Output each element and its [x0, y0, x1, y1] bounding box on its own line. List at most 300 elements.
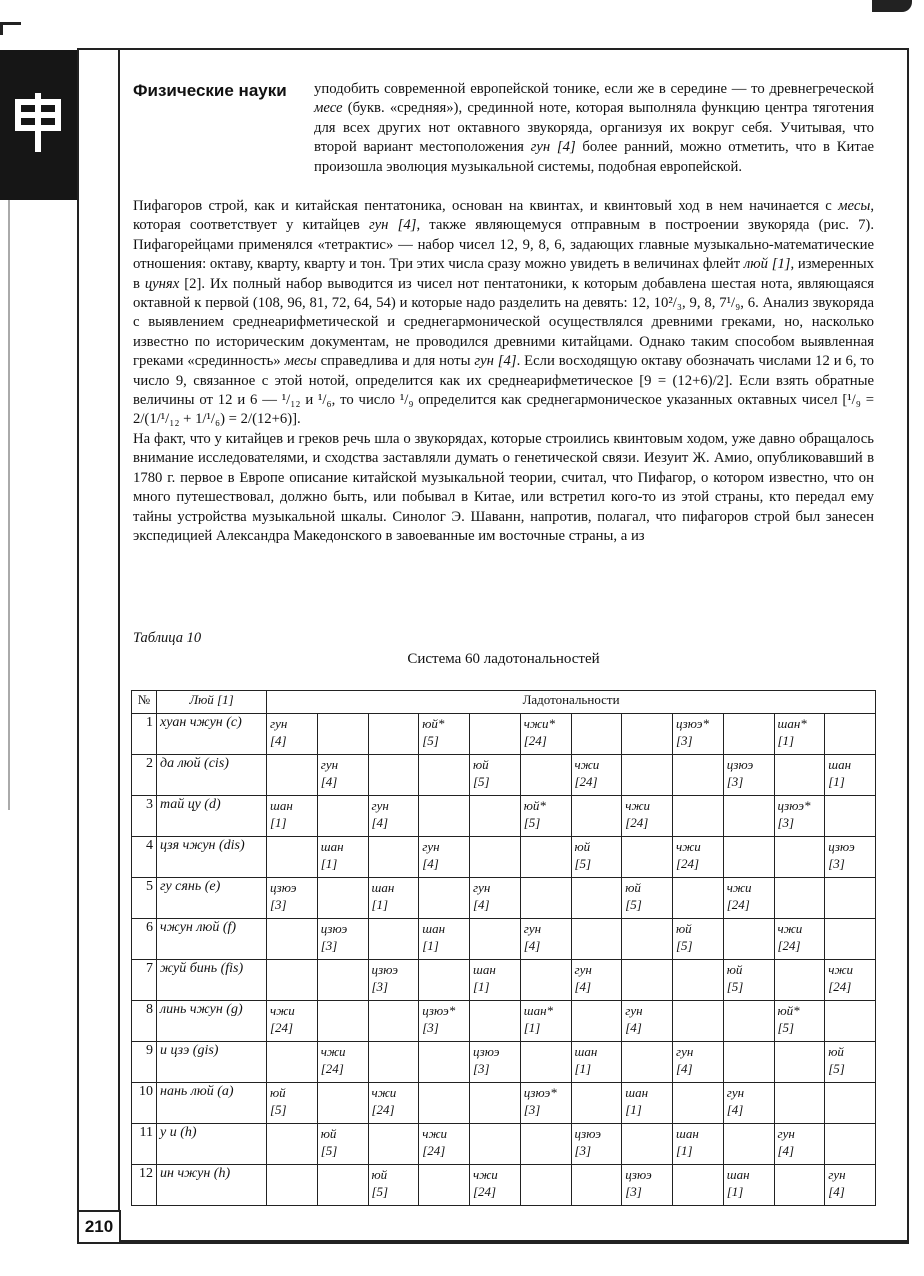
mode-cell: [825, 1042, 876, 1083]
mode-note: чжи: [371, 1085, 397, 1100]
mode-ref: [3]: [777, 815, 795, 830]
mode-cell: [419, 1042, 470, 1083]
mode-ref: [3]: [676, 733, 693, 748]
row-number: 11: [132, 1124, 157, 1165]
mode-cell: [673, 1124, 724, 1165]
text-run: Пифагоров строй, как и китайская пентатоника, основан на квинтах, и квинтовый ход в нем начинается с: [133, 198, 839, 214]
text-run: , которая соответствует у китайцев: [133, 198, 874, 234]
chinese-glyph-icon: [12, 92, 64, 152]
mode-ref: [3]: [422, 1020, 439, 1035]
mode-cell: [571, 1124, 622, 1165]
text-run: (букв. «средняя»), срединной ноте, которая выполняла функцию центра тяготения для всех других нот октавного звукоряда, организуя их вокруг себя. Учитывая, что второй вариант местоположения: [314, 100, 874, 156]
mode-cell: [673, 919, 724, 960]
text-run: . Если восходящую октаву обозначать числами 12 и 6, то число 9, связанное с этой нотой, определится как их среднеарифметическое [9 = (12+6)/2]. Если взять обратные величины от 12 и 6 — ¹/₁₂ и ¹/₆, то число ¹/₉ определится как среднегармоническое указанных октавных чисел [¹/₉ = 2/(1/¹/₁₂ + 1/¹/₆) = 2/(12+6)].: [133, 353, 875, 428]
mode-note: чжи*: [523, 716, 556, 731]
mode-cell: [571, 755, 622, 796]
mode-cell: [520, 878, 571, 919]
mode-ref: [24]: [320, 1061, 344, 1076]
mode-ref: [24]: [726, 897, 750, 912]
mode-cell: [419, 960, 470, 1001]
mode-cell: [317, 1042, 368, 1083]
mode-note: шан: [625, 1085, 649, 1100]
mode-cell: [571, 919, 622, 960]
lui-name: у и (h): [157, 1124, 267, 1165]
modes-table: [131, 690, 876, 1206]
mode-cell: [368, 1042, 419, 1083]
mode-ref: [5]: [270, 1102, 287, 1117]
mode-cell: [622, 796, 673, 837]
table-row: [132, 1124, 876, 1165]
mode-cell: [470, 714, 521, 755]
mode-cell: [673, 1165, 724, 1206]
mode-ref: [24]: [422, 1143, 446, 1158]
header-num: №: [132, 691, 157, 714]
mode-note: гун: [523, 921, 542, 936]
mode-ref: [5]: [777, 1020, 795, 1035]
mode-ref: [4]: [625, 1020, 642, 1035]
mode-note: гун: [320, 757, 339, 772]
mode-note: шан: [422, 921, 446, 936]
mode-ref: [5]: [726, 979, 744, 994]
mode-ref: [24]: [574, 774, 598, 789]
mode-cell: [419, 714, 470, 755]
mode-ref: [5]: [828, 1061, 845, 1076]
mode-note: цзюэ: [625, 1167, 652, 1182]
mode-cell: [622, 878, 673, 919]
mode-cell: [470, 1042, 521, 1083]
mode-cell: [267, 1042, 318, 1083]
mode-cell: [368, 796, 419, 837]
table-row: [132, 755, 876, 796]
mode-ref: [4]: [523, 938, 541, 953]
mode-cell: [317, 1165, 368, 1206]
mode-cell: [571, 1001, 622, 1042]
row-number: 12: [132, 1165, 157, 1206]
frame-rule: [118, 48, 120, 1243]
mode-cell: [622, 1042, 673, 1083]
mode-cell: [723, 837, 774, 878]
page-edge-line: [8, 200, 10, 810]
mode-cell: [825, 837, 876, 878]
mode-ref: [5]: [320, 1143, 338, 1158]
table-row: [132, 1165, 876, 1206]
text-run: гун [4]: [474, 353, 517, 370]
mode-cell: [622, 1165, 673, 1206]
row-number: 2: [132, 755, 157, 796]
paragraph: [133, 197, 874, 430]
mode-note: гун: [371, 798, 389, 813]
mode-cell: [419, 1001, 470, 1042]
mode-note: чжи: [828, 962, 854, 977]
mode-cell: [673, 755, 724, 796]
mode-cell: [723, 1083, 774, 1124]
mode-ref: [4]: [371, 815, 389, 830]
mode-cell: [470, 960, 521, 1001]
mode-ref: [3]: [473, 1061, 490, 1076]
mode-ref: [5]: [625, 897, 642, 912]
mode-note: гун: [676, 1044, 694, 1059]
mode-note: цзюэ: [320, 921, 348, 936]
mode-ref: [24]: [828, 979, 852, 994]
mode-cell: [419, 1124, 470, 1165]
mode-cell: [267, 1001, 318, 1042]
mode-cell: [825, 960, 876, 1001]
mode-cell: [520, 919, 571, 960]
mode-cell: [622, 1083, 673, 1124]
table-row: [132, 919, 876, 960]
mode-cell: [673, 1083, 724, 1124]
mode-note: чжи: [777, 921, 803, 936]
mode-cell: [825, 878, 876, 919]
mode-cell: [267, 1083, 318, 1124]
text-run: , измеренных в: [133, 256, 874, 292]
mode-note: цзюэ: [726, 757, 754, 772]
mode-cell: [470, 878, 521, 919]
text-run: уподобить современной европейской тонике, если же в середине — то древнегреческой: [314, 81, 874, 97]
mode-note: юй: [574, 839, 591, 854]
mode-ref: [5]: [371, 1184, 389, 1199]
mode-note: гун: [574, 962, 592, 977]
mode-ref: [3]: [270, 897, 287, 912]
text-run: [2]. Их полный набор выводится из чисел нот пентатоники, к которым добавлена шестая нота, являющаяся октавной к первой (108, 96, 81, 72, 64, 54) и которые надо разделить на девять: 12, 10²/₃, 9, 8, 7¹/₉, 6. Анализ звукоряда с выявлением среднеарифметической и среднегармонической осуществлялся древними греками, но, насколько известно по историческим документам, не проводился древними китайцами. Однако таким способом выявленная греками «срединность»: [133, 275, 875, 370]
table-row: [132, 1001, 876, 1042]
mode-cell: [774, 919, 825, 960]
mode-note: чжи: [574, 757, 600, 772]
mode-cell: [571, 1165, 622, 1206]
mode-cell: [267, 878, 318, 919]
intro-paragraph: [314, 80, 874, 177]
mode-ref: [1]: [574, 1061, 592, 1076]
mode-cell: [520, 837, 571, 878]
lui-name: тай цу (d): [157, 796, 267, 837]
mode-cell: [673, 878, 724, 919]
mode-cell: [723, 1042, 774, 1083]
mode-cell: [825, 796, 876, 837]
mode-cell: [368, 1083, 419, 1124]
mode-cell: [317, 1001, 368, 1042]
mode-cell: [774, 1165, 825, 1206]
mode-note: гун: [625, 1003, 643, 1018]
lui-name: хуан чжун (c): [157, 714, 267, 755]
mode-note: чжи: [676, 839, 701, 854]
table-row: [132, 1042, 876, 1083]
mode-ref: [3]: [625, 1184, 642, 1199]
mode-cell: [520, 1001, 571, 1042]
mode-ref: [24]: [676, 856, 700, 871]
mode-ref: [1]: [777, 733, 795, 748]
mode-cell: [622, 714, 673, 755]
text-run: более ранний, можно отметить, что в Китае произошла эволюция музыкальной системы, подобная европейской.: [314, 139, 874, 175]
mode-cell: [317, 1124, 368, 1165]
mode-cell: [571, 796, 622, 837]
mode-ref: [4]: [473, 897, 490, 912]
table-row: [132, 796, 876, 837]
mode-ref: [5]: [676, 938, 693, 953]
row-number: 6: [132, 919, 157, 960]
mode-cell: [825, 1165, 876, 1206]
mode-cell: [520, 755, 571, 796]
table-row: [132, 878, 876, 919]
mode-ref: [24]: [270, 1020, 294, 1035]
mode-cell: [825, 755, 876, 796]
lui-name: ин чжун (h): [157, 1165, 267, 1206]
table-row: [132, 960, 876, 1001]
mode-ref: [1]: [726, 1184, 744, 1199]
mode-ref: [5]: [473, 774, 490, 789]
paragraph: [314, 80, 874, 177]
mode-cell: [825, 919, 876, 960]
mode-note: цзюэ*: [676, 716, 709, 731]
mode-cell: [723, 1165, 774, 1206]
mode-note: шан: [676, 1126, 699, 1141]
mode-note: гун: [473, 880, 491, 895]
mode-cell: [774, 1083, 825, 1124]
row-number: 7: [132, 960, 157, 1001]
mode-cell: [470, 796, 521, 837]
mode-ref: [3]: [574, 1143, 592, 1158]
mode-cell: [673, 960, 724, 1001]
row-number: 10: [132, 1083, 157, 1124]
mode-cell: [317, 837, 368, 878]
row-number: 4: [132, 837, 157, 878]
mode-ref: [1]: [828, 774, 845, 789]
text-run: месе: [314, 100, 343, 117]
mode-note: чжи: [422, 1126, 448, 1141]
mode-ref: [3]: [320, 938, 338, 953]
mode-note: чжи: [320, 1044, 346, 1059]
mode-cell: [774, 1042, 825, 1083]
section-heading: Физические науки: [133, 81, 287, 100]
mode-cell: [470, 837, 521, 878]
mode-cell: [520, 1124, 571, 1165]
mode-cell: [673, 714, 724, 755]
mode-cell: [723, 960, 774, 1001]
lui-name: линь чжун (g): [157, 1001, 267, 1042]
page-corner-mark: [872, 0, 912, 12]
row-number: 9: [132, 1042, 157, 1083]
mode-cell: [368, 714, 419, 755]
mode-cell: [774, 796, 825, 837]
mode-note: шан: [726, 1167, 750, 1182]
frame-bottom-rule: [77, 1240, 909, 1244]
mode-note: цзюэ: [473, 1044, 500, 1059]
mode-cell: [723, 714, 774, 755]
mode-cell: [368, 960, 419, 1001]
mode-cell: [520, 1165, 571, 1206]
mode-cell: [267, 919, 318, 960]
crop-mark: [0, 22, 21, 35]
mode-cell: [774, 878, 825, 919]
row-number: 1: [132, 714, 157, 755]
mode-note: цзюэ: [270, 880, 297, 895]
mode-cell: [571, 714, 622, 755]
mode-cell: [368, 1124, 419, 1165]
lui-name: нань люй (a): [157, 1083, 267, 1124]
mode-ref: [1]: [320, 856, 338, 871]
mode-cell: [571, 837, 622, 878]
mode-ref: [5]: [574, 856, 592, 871]
mode-ref: [3]: [828, 856, 845, 871]
mode-cell: [774, 960, 825, 1001]
paragraph: [133, 430, 874, 546]
mode-cell: [825, 714, 876, 755]
mode-ref: [5]: [422, 733, 439, 748]
mode-note: чжи: [726, 880, 752, 895]
mode-note: юй: [726, 962, 743, 977]
text-run: цунях: [144, 275, 180, 292]
page-number: 210: [79, 1210, 121, 1242]
mode-note: цзюэ*: [523, 1085, 557, 1100]
mode-ref: [3]: [371, 979, 389, 994]
mode-cell: [368, 837, 419, 878]
mode-ref: [1]: [270, 815, 287, 830]
mode-cell: [673, 1001, 724, 1042]
mode-cell: [723, 796, 774, 837]
mode-cell: [267, 796, 318, 837]
mode-cell: [520, 960, 571, 1001]
mode-ref: [3]: [726, 774, 744, 789]
mode-cell: [774, 714, 825, 755]
mode-note: шан: [828, 757, 852, 772]
mode-cell: [419, 878, 470, 919]
mode-cell: [470, 755, 521, 796]
mode-cell: [317, 878, 368, 919]
mode-note: юй: [828, 1044, 844, 1059]
mode-cell: [317, 919, 368, 960]
mode-note: юй: [270, 1085, 286, 1100]
mode-cell: [368, 1165, 419, 1206]
mode-ref: [4]: [777, 1143, 795, 1158]
mode-note: юй*: [422, 716, 445, 731]
mode-cell: [520, 1083, 571, 1124]
body-text: [133, 197, 874, 546]
lui-name: гу сянь (e): [157, 878, 267, 919]
mode-ref: [1]: [422, 938, 439, 953]
mode-cell: [267, 837, 318, 878]
mode-note: шан: [320, 839, 344, 854]
header-lui: Люй [1]: [157, 691, 267, 714]
mode-cell: [520, 714, 571, 755]
mode-cell: [673, 1042, 724, 1083]
mode-cell: [317, 960, 368, 1001]
mode-note: шан*: [777, 716, 807, 731]
mode-ref: [4]: [828, 1184, 845, 1199]
mode-note: шан: [371, 880, 395, 895]
mode-cell: [267, 755, 318, 796]
mode-cell: [419, 837, 470, 878]
mode-ref: [4]: [574, 979, 592, 994]
mode-ref: [5]: [523, 815, 541, 830]
mode-cell: [520, 1042, 571, 1083]
header-modes: Ладотональности: [267, 691, 876, 714]
mode-note: чжи: [270, 1003, 295, 1018]
mode-cell: [470, 1124, 521, 1165]
table-label: Таблица 10: [133, 630, 202, 646]
text-run: гун [4]: [530, 139, 576, 156]
mode-ref: [24]: [523, 733, 547, 748]
text-run: справедлива и для ноты: [316, 353, 475, 370]
mode-note: юй: [320, 1126, 337, 1141]
mode-note: юй: [625, 880, 641, 895]
table-title: Система 60 ладотональностей: [407, 651, 600, 667]
table-header-row: [132, 691, 876, 714]
mode-cell: [368, 919, 419, 960]
mode-ref: [4]: [726, 1102, 744, 1117]
mode-cell: [622, 919, 673, 960]
lui-name: чжун люй (f): [157, 919, 267, 960]
mode-note: чжи: [473, 1167, 498, 1182]
mode-cell: [774, 1124, 825, 1165]
lui-name: и цзэ (gis): [157, 1042, 267, 1083]
mode-cell: [520, 796, 571, 837]
mode-cell: [622, 755, 673, 796]
mode-cell: [571, 878, 622, 919]
mode-ref: [4]: [422, 856, 439, 871]
row-number: 5: [132, 878, 157, 919]
mode-note: шан: [574, 1044, 598, 1059]
mode-cell: [673, 837, 724, 878]
mode-cell: [419, 755, 470, 796]
mode-cell: [267, 1124, 318, 1165]
mode-cell: [317, 796, 368, 837]
mode-cell: [571, 1083, 622, 1124]
mode-ref: [1]: [473, 979, 490, 994]
mode-ref: [24]: [625, 815, 649, 830]
mode-note: цзюэ: [574, 1126, 601, 1141]
table-row: [132, 714, 876, 755]
mode-note: юй*: [777, 1003, 800, 1018]
table-row: [132, 1083, 876, 1124]
mode-cell: [571, 1042, 622, 1083]
mode-cell: [723, 919, 774, 960]
mode-cell: [825, 1124, 876, 1165]
mode-cell: [723, 1001, 774, 1042]
mode-note: цзюэ: [828, 839, 855, 854]
row-number: 8: [132, 1001, 157, 1042]
mode-cell: [317, 1083, 368, 1124]
mode-note: гун: [422, 839, 440, 854]
mode-cell: [419, 1083, 470, 1124]
mode-ref: [1]: [523, 1020, 541, 1035]
mode-cell: [622, 837, 673, 878]
mode-note: гун: [270, 716, 288, 731]
mode-ref: [24]: [777, 938, 801, 953]
mode-note: юй: [473, 757, 489, 772]
mode-cell: [267, 714, 318, 755]
mode-cell: [723, 755, 774, 796]
mode-cell: [419, 796, 470, 837]
text-run: люй [1]: [743, 256, 791, 273]
mode-cell: [470, 1083, 521, 1124]
mode-cell: [317, 755, 368, 796]
mode-cell: [368, 1001, 419, 1042]
mode-cell: [774, 755, 825, 796]
text-run: гун [4]: [368, 217, 417, 234]
lui-name: цзя чжун (dis): [157, 837, 267, 878]
mode-cell: [622, 1001, 673, 1042]
mode-note: шан*: [523, 1003, 554, 1018]
mode-cell: [267, 1165, 318, 1206]
mode-note: цзюэ*: [422, 1003, 456, 1018]
mode-ref: [1]: [371, 897, 389, 912]
mode-cell: [470, 1165, 521, 1206]
mode-ref: [24]: [473, 1184, 497, 1199]
mode-cell: [673, 796, 724, 837]
text-run: На факт, что у китайцев и греков речь шла о звукорядах, которые строились квинтовым ходом, уже давно обращалось внимание исследователями, и сходства заставляли думать о генетической связи. Иезуит Ж. Амио, опубликовавший в 1780 г. первое в Европе описание китайской музыкальной теории, считал, что Пифагор, о котором известно, что он много путешествовал, должно быть, или побывал в Китае, или встретил кого-то из этой страны, кто передал ему тайны устройства музыкальной шкалы. Синолог Э. Шаванн, напротив, полагал, что пифагоров строй был занесен экспедицией Александра Македонского в завоеванные им восточные страны, а из: [133, 430, 874, 544]
mode-cell: [622, 1124, 673, 1165]
mode-ref: [4]: [676, 1061, 693, 1076]
mode-note: гун: [777, 1126, 795, 1141]
